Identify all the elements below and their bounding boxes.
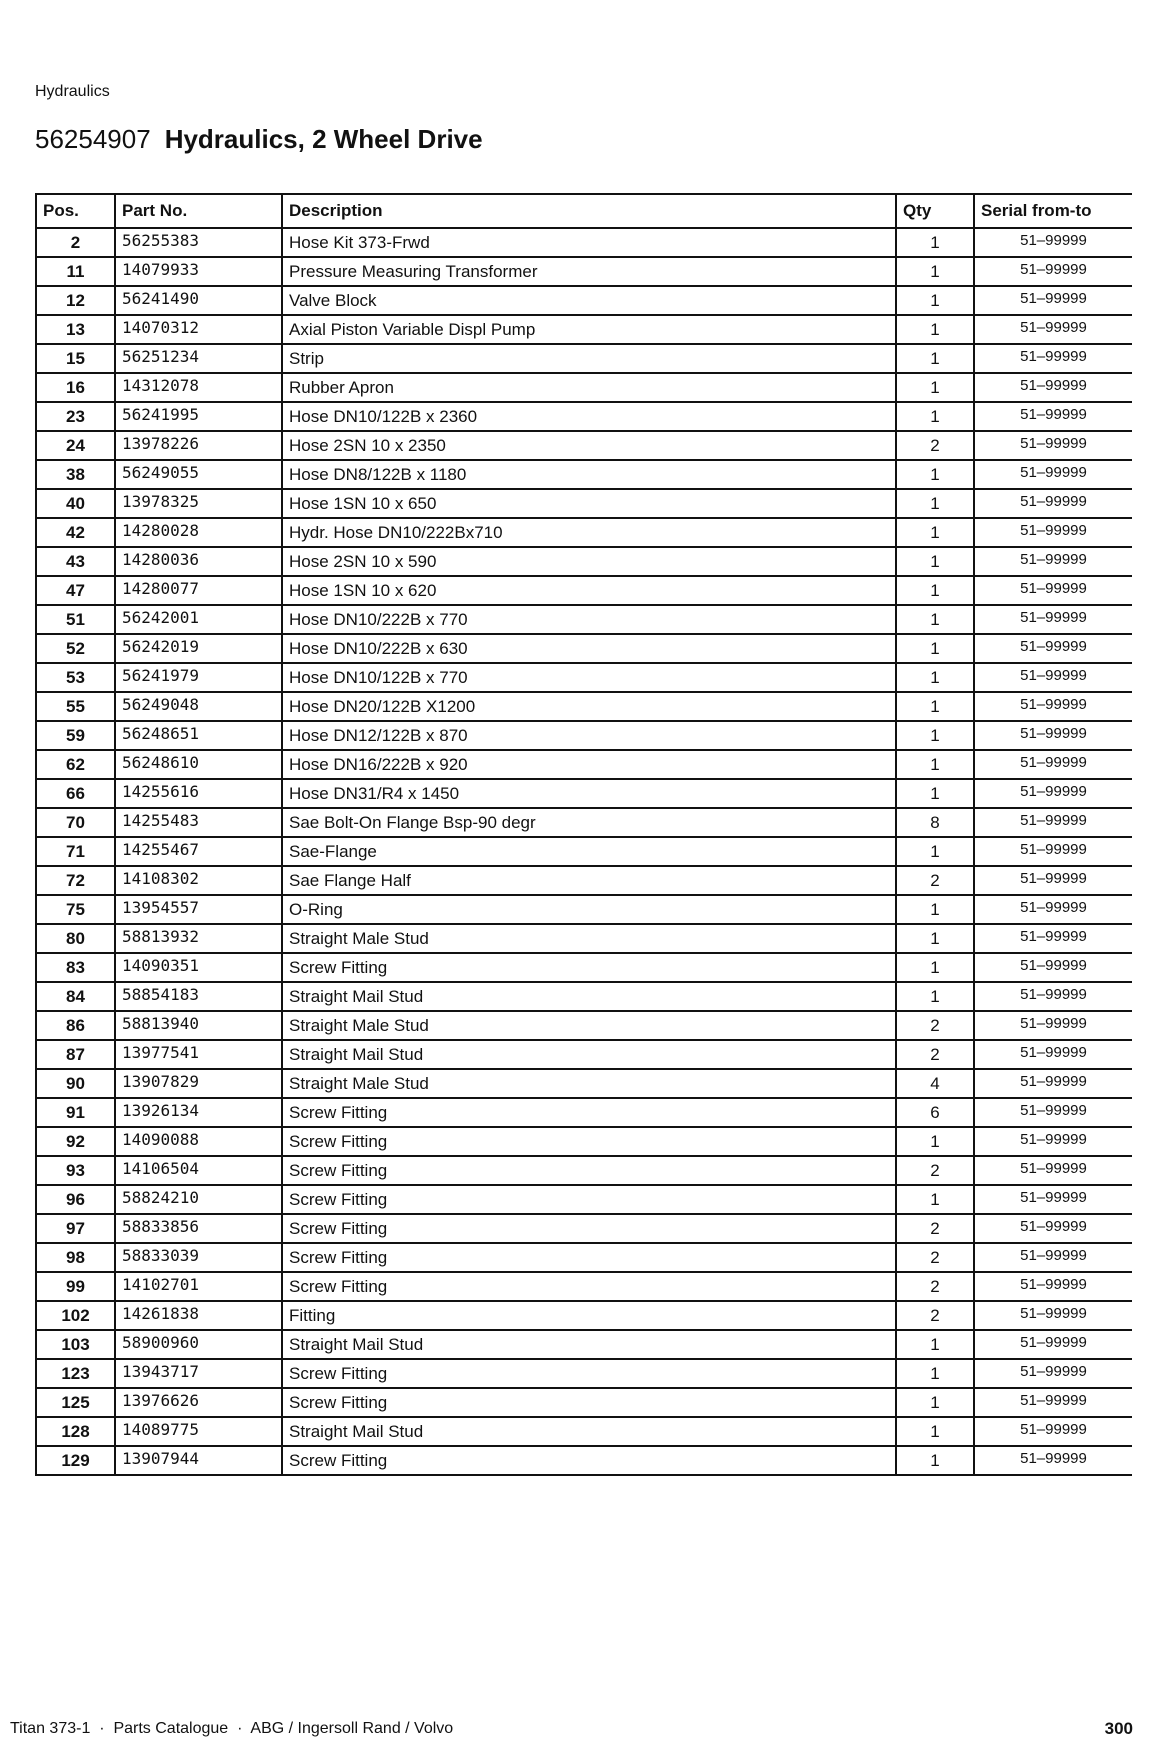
cell-part-no: 14108302	[115, 866, 282, 895]
cell-qty: 1	[896, 779, 974, 808]
cell-description: Hose DN16/222B x 920	[282, 750, 896, 779]
cell-serial: 51–99999	[974, 576, 1132, 605]
cell-pos: 53	[36, 663, 115, 692]
table-row	[36, 373, 1132, 402]
cell-description: Screw Fitting	[282, 1214, 896, 1243]
cell-part-no: 14090088	[115, 1127, 282, 1156]
cell-serial: 51–99999	[974, 1069, 1132, 1098]
cell-qty: 1	[896, 344, 974, 373]
cell-description: Hose 1SN 10 x 620	[282, 576, 896, 605]
parts-table	[35, 193, 1132, 1476]
table-row	[36, 1011, 1132, 1040]
cell-description: Fitting	[282, 1301, 896, 1330]
page-title	[35, 124, 483, 155]
cell-description: Hose DN10/222B x 630	[282, 634, 896, 663]
table-row	[36, 1156, 1132, 1185]
table-row	[36, 431, 1132, 460]
table-row	[36, 1388, 1132, 1417]
cell-serial: 51–99999	[974, 779, 1132, 808]
cell-part-no: 14102701	[115, 1272, 282, 1301]
table-row	[36, 1214, 1132, 1243]
cell-description: Hose Kit 373-Frwd	[282, 228, 896, 257]
cell-serial: 51–99999	[974, 1388, 1132, 1417]
cell-qty: 1	[896, 663, 974, 692]
cell-qty: 2	[896, 1301, 974, 1330]
cell-description: O-Ring	[282, 895, 896, 924]
cell-pos: 16	[36, 373, 115, 402]
cell-serial: 51–99999	[974, 286, 1132, 315]
table-row	[36, 228, 1132, 257]
cell-qty: 1	[896, 1388, 974, 1417]
header-serial: Serial from-to	[974, 194, 1132, 228]
cell-description: Hose DN8/122B x 1180	[282, 460, 896, 489]
cell-pos: 99	[36, 1272, 115, 1301]
cell-serial: 51–99999	[974, 402, 1132, 431]
cell-qty: 1	[896, 1330, 974, 1359]
table-row	[36, 953, 1132, 982]
cell-description: Straight Mail Stud	[282, 1330, 896, 1359]
cell-description: Hydr. Hose DN10/222Bx710	[282, 518, 896, 547]
cell-part-no: 14070312	[115, 315, 282, 344]
cell-serial: 51–99999	[974, 315, 1132, 344]
cell-serial: 51–99999	[974, 837, 1132, 866]
cell-part-no: 56255383	[115, 228, 282, 257]
cell-part-no: 56249048	[115, 692, 282, 721]
table-row	[36, 518, 1132, 547]
cell-qty: 2	[896, 431, 974, 460]
cell-pos: 98	[36, 1243, 115, 1272]
cell-description: Hose DN10/122B x 770	[282, 663, 896, 692]
cell-serial: 51–99999	[974, 692, 1132, 721]
cell-description: Hose 2SN 10 x 590	[282, 547, 896, 576]
cell-serial: 51–99999	[974, 228, 1132, 257]
table-row	[36, 895, 1132, 924]
cell-qty: 2	[896, 1040, 974, 1069]
cell-qty: 1	[896, 257, 974, 286]
cell-pos: 86	[36, 1011, 115, 1040]
cell-description: Valve Block	[282, 286, 896, 315]
cell-qty: 2	[896, 1156, 974, 1185]
assembly-name: Hydraulics, 2 Wheel Drive	[164, 124, 483, 154]
cell-part-no: 14280028	[115, 518, 282, 547]
cell-description: Strip	[282, 344, 896, 373]
cell-part-no: 58900960	[115, 1330, 282, 1359]
cell-qty: 2	[896, 1272, 974, 1301]
cell-pos: 55	[36, 692, 115, 721]
header-qty: Qty	[896, 194, 974, 228]
cell-part-no: 58824210	[115, 1185, 282, 1214]
table-row	[36, 1446, 1132, 1475]
cell-qty: 2	[896, 866, 974, 895]
cell-qty: 1	[896, 315, 974, 344]
cell-pos: 84	[36, 982, 115, 1011]
cell-qty: 1	[896, 228, 974, 257]
cell-serial: 51–99999	[974, 1243, 1132, 1272]
cell-pos: 72	[36, 866, 115, 895]
cell-serial: 51–99999	[974, 866, 1132, 895]
cell-qty: 8	[896, 808, 974, 837]
cell-description: Hose 2SN 10 x 2350	[282, 431, 896, 460]
cell-pos: 123	[36, 1359, 115, 1388]
cell-description: Hose DN12/122B x 870	[282, 721, 896, 750]
cell-qty: 1	[896, 460, 974, 489]
cell-part-no: 14255467	[115, 837, 282, 866]
cell-qty: 1	[896, 1446, 974, 1475]
header-description: Description	[282, 194, 896, 228]
table-row	[36, 1127, 1132, 1156]
cell-pos: 23	[36, 402, 115, 431]
cell-part-no: 58833039	[115, 1243, 282, 1272]
table-row	[36, 866, 1132, 895]
cell-pos: 92	[36, 1127, 115, 1156]
cell-description: Sae Flange Half	[282, 866, 896, 895]
table-row	[36, 1417, 1132, 1446]
table-header-row	[36, 194, 1132, 228]
cell-description: Straight Male Stud	[282, 1069, 896, 1098]
cell-description: Screw Fitting	[282, 1156, 896, 1185]
cell-serial: 51–99999	[974, 460, 1132, 489]
cell-qty: 2	[896, 1243, 974, 1272]
cell-part-no: 13954557	[115, 895, 282, 924]
table-row	[36, 808, 1132, 837]
cell-serial: 51–99999	[974, 1098, 1132, 1127]
section-label: Hydraulics	[35, 83, 110, 100]
cell-part-no: 13977541	[115, 1040, 282, 1069]
cell-qty: 2	[896, 1011, 974, 1040]
cell-description: Screw Fitting	[282, 1098, 896, 1127]
cell-description: Sae Bolt-On Flange Bsp-90 degr	[282, 808, 896, 837]
cell-pos: 93	[36, 1156, 115, 1185]
cell-description: Hose DN10/222B x 770	[282, 605, 896, 634]
table-row	[36, 1040, 1132, 1069]
cell-description: Hose DN10/122B x 2360	[282, 402, 896, 431]
cell-qty: 1	[896, 489, 974, 518]
cell-pos: 103	[36, 1330, 115, 1359]
cell-qty: 1	[896, 1417, 974, 1446]
cell-description: Axial Piston Variable Displ Pump	[282, 315, 896, 344]
cell-part-no: 14089775	[115, 1417, 282, 1446]
cell-qty: 1	[896, 721, 974, 750]
cell-qty: 1	[896, 953, 974, 982]
cell-description: Screw Fitting	[282, 1243, 896, 1272]
cell-description: Screw Fitting	[282, 1359, 896, 1388]
assembly-number: 56254907	[35, 124, 151, 154]
cell-serial: 51–99999	[974, 750, 1132, 779]
table-row	[36, 1330, 1132, 1359]
cell-part-no: 56242019	[115, 634, 282, 663]
cell-qty: 2	[896, 1214, 974, 1243]
cell-part-no: 14255616	[115, 779, 282, 808]
table-row	[36, 1243, 1132, 1272]
cell-pos: 102	[36, 1301, 115, 1330]
cell-description: Hose DN31/R4 x 1450	[282, 779, 896, 808]
cell-part-no: 58813932	[115, 924, 282, 953]
table-row	[36, 286, 1132, 315]
table-row	[36, 692, 1132, 721]
cell-qty: 1	[896, 1359, 974, 1388]
table-row	[36, 982, 1132, 1011]
cell-qty: 1	[896, 1185, 974, 1214]
cell-serial: 51–99999	[974, 489, 1132, 518]
cell-description: Straight Male Stud	[282, 1011, 896, 1040]
table-row	[36, 837, 1132, 866]
table-row	[36, 1301, 1132, 1330]
cell-serial: 51–99999	[974, 1127, 1132, 1156]
table-row	[36, 1185, 1132, 1214]
cell-serial: 51–99999	[974, 373, 1132, 402]
cell-pos: 11	[36, 257, 115, 286]
cell-serial: 51–99999	[974, 344, 1132, 373]
cell-pos: 66	[36, 779, 115, 808]
table-row	[36, 344, 1132, 373]
cell-pos: 38	[36, 460, 115, 489]
cell-serial: 51–99999	[974, 1272, 1132, 1301]
cell-pos: 87	[36, 1040, 115, 1069]
cell-serial: 51–99999	[974, 895, 1132, 924]
cell-serial: 51–99999	[974, 721, 1132, 750]
cell-part-no: 14079933	[115, 257, 282, 286]
cell-part-no: 58813940	[115, 1011, 282, 1040]
table-row	[36, 634, 1132, 663]
cell-part-no: 56241995	[115, 402, 282, 431]
cell-qty: 1	[896, 547, 974, 576]
cell-description: Hose 1SN 10 x 650	[282, 489, 896, 518]
cell-qty: 1	[896, 634, 974, 663]
table-row	[36, 576, 1132, 605]
cell-serial: 51–99999	[974, 1359, 1132, 1388]
cell-qty: 1	[896, 373, 974, 402]
cell-qty: 1	[896, 605, 974, 634]
table-row	[36, 1069, 1132, 1098]
cell-serial: 51–99999	[974, 1330, 1132, 1359]
cell-part-no: 56248610	[115, 750, 282, 779]
cell-pos: 80	[36, 924, 115, 953]
cell-description: Straight Mail Stud	[282, 1417, 896, 1446]
cell-description: Straight Mail Stud	[282, 1040, 896, 1069]
cell-description: Straight Male Stud	[282, 924, 896, 953]
table-row	[36, 750, 1132, 779]
cell-part-no: 14255483	[115, 808, 282, 837]
cell-pos: 24	[36, 431, 115, 460]
cell-part-no: 13976626	[115, 1388, 282, 1417]
cell-qty: 1	[896, 837, 974, 866]
table-row	[36, 924, 1132, 953]
cell-pos: 125	[36, 1388, 115, 1417]
table-row	[36, 547, 1132, 576]
cell-pos: 70	[36, 808, 115, 837]
cell-qty: 1	[896, 518, 974, 547]
header-part-no: Part No.	[115, 194, 282, 228]
cell-pos: 91	[36, 1098, 115, 1127]
cell-pos: 97	[36, 1214, 115, 1243]
cell-pos: 129	[36, 1446, 115, 1475]
cell-serial: 51–99999	[974, 1301, 1132, 1330]
cell-pos: 128	[36, 1417, 115, 1446]
header-pos: Pos.	[36, 194, 115, 228]
cell-qty: 1	[896, 895, 974, 924]
cell-qty: 6	[896, 1098, 974, 1127]
cell-pos: 71	[36, 837, 115, 866]
cell-part-no: 13943717	[115, 1359, 282, 1388]
cell-part-no: 14312078	[115, 373, 282, 402]
cell-serial: 51–99999	[974, 808, 1132, 837]
cell-serial: 51–99999	[974, 547, 1132, 576]
cell-part-no: 13978325	[115, 489, 282, 518]
table-row	[36, 721, 1132, 750]
cell-pos: 47	[36, 576, 115, 605]
cell-qty: 1	[896, 576, 974, 605]
cell-part-no: 13978226	[115, 431, 282, 460]
table-row	[36, 489, 1132, 518]
cell-serial: 51–99999	[974, 1446, 1132, 1475]
cell-pos: 90	[36, 1069, 115, 1098]
table-row	[36, 257, 1132, 286]
cell-part-no: 13907829	[115, 1069, 282, 1098]
cell-qty: 1	[896, 402, 974, 431]
cell-part-no: 58854183	[115, 982, 282, 1011]
cell-serial: 51–99999	[974, 1185, 1132, 1214]
cell-part-no: 56248651	[115, 721, 282, 750]
page-number: 300	[1104, 1719, 1133, 1738]
cell-pos: 42	[36, 518, 115, 547]
cell-serial: 51–99999	[974, 518, 1132, 547]
table-row	[36, 779, 1132, 808]
cell-serial: 51–99999	[974, 1040, 1132, 1069]
table-row	[36, 1098, 1132, 1127]
cell-description: Hose DN20/122B X1200	[282, 692, 896, 721]
table-row	[36, 460, 1132, 489]
cell-qty: 1	[896, 286, 974, 315]
cell-qty: 1	[896, 982, 974, 1011]
cell-serial: 51–99999	[974, 1156, 1132, 1185]
cell-description: Pressure Measuring Transformer	[282, 257, 896, 286]
cell-pos: 43	[36, 547, 115, 576]
cell-part-no: 14090351	[115, 953, 282, 982]
cell-pos: 15	[36, 344, 115, 373]
cell-part-no: 14280077	[115, 576, 282, 605]
cell-description: Screw Fitting	[282, 1272, 896, 1301]
cell-description: Screw Fitting	[282, 1388, 896, 1417]
cell-serial: 51–99999	[974, 982, 1132, 1011]
cell-description: Screw Fitting	[282, 1185, 896, 1214]
cell-pos: 40	[36, 489, 115, 518]
footer-text: Titan 373-1 · Parts Catalogue · ABG / Ingersoll Rand / Volvo	[10, 1720, 454, 1737]
cell-part-no: 14261838	[115, 1301, 282, 1330]
cell-serial: 51–99999	[974, 924, 1132, 953]
cell-qty: 1	[896, 692, 974, 721]
cell-serial: 51–99999	[974, 634, 1132, 663]
table-row	[36, 315, 1132, 344]
cell-pos: 2	[36, 228, 115, 257]
table-row	[36, 402, 1132, 431]
table-row	[36, 1359, 1132, 1388]
cell-pos: 96	[36, 1185, 115, 1214]
cell-qty: 1	[896, 924, 974, 953]
cell-part-no: 14280036	[115, 547, 282, 576]
cell-serial: 51–99999	[974, 953, 1132, 982]
cell-serial: 51–99999	[974, 1011, 1132, 1040]
cell-description: Rubber Apron	[282, 373, 896, 402]
cell-part-no: 14106504	[115, 1156, 282, 1185]
cell-part-no: 56242001	[115, 605, 282, 634]
cell-pos: 51	[36, 605, 115, 634]
parts-table-body	[36, 228, 1132, 1475]
cell-qty: 1	[896, 750, 974, 779]
cell-serial: 51–99999	[974, 431, 1132, 460]
cell-serial: 51–99999	[974, 605, 1132, 634]
cell-part-no: 56241979	[115, 663, 282, 692]
cell-pos: 12	[36, 286, 115, 315]
cell-part-no: 13926134	[115, 1098, 282, 1127]
cell-description: Sae-Flange	[282, 837, 896, 866]
cell-qty: 4	[896, 1069, 974, 1098]
cell-description: Screw Fitting	[282, 953, 896, 982]
cell-pos: 83	[36, 953, 115, 982]
cell-description: Screw Fitting	[282, 1446, 896, 1475]
cell-serial: 51–99999	[974, 257, 1132, 286]
cell-pos: 13	[36, 315, 115, 344]
cell-part-no: 13907944	[115, 1446, 282, 1475]
cell-part-no: 56241490	[115, 286, 282, 315]
cell-pos: 59	[36, 721, 115, 750]
table-row	[36, 1272, 1132, 1301]
cell-part-no: 58833856	[115, 1214, 282, 1243]
cell-pos: 52	[36, 634, 115, 663]
table-row	[36, 605, 1132, 634]
cell-part-no: 56249055	[115, 460, 282, 489]
cell-serial: 51–99999	[974, 663, 1132, 692]
cell-serial: 51–99999	[974, 1214, 1132, 1243]
cell-pos: 62	[36, 750, 115, 779]
cell-serial: 51–99999	[974, 1417, 1132, 1446]
cell-description: Screw Fitting	[282, 1127, 896, 1156]
cell-pos: 75	[36, 895, 115, 924]
cell-description: Straight Mail Stud	[282, 982, 896, 1011]
cell-qty: 1	[896, 1127, 974, 1156]
cell-part-no: 56251234	[115, 344, 282, 373]
table-row	[36, 663, 1132, 692]
